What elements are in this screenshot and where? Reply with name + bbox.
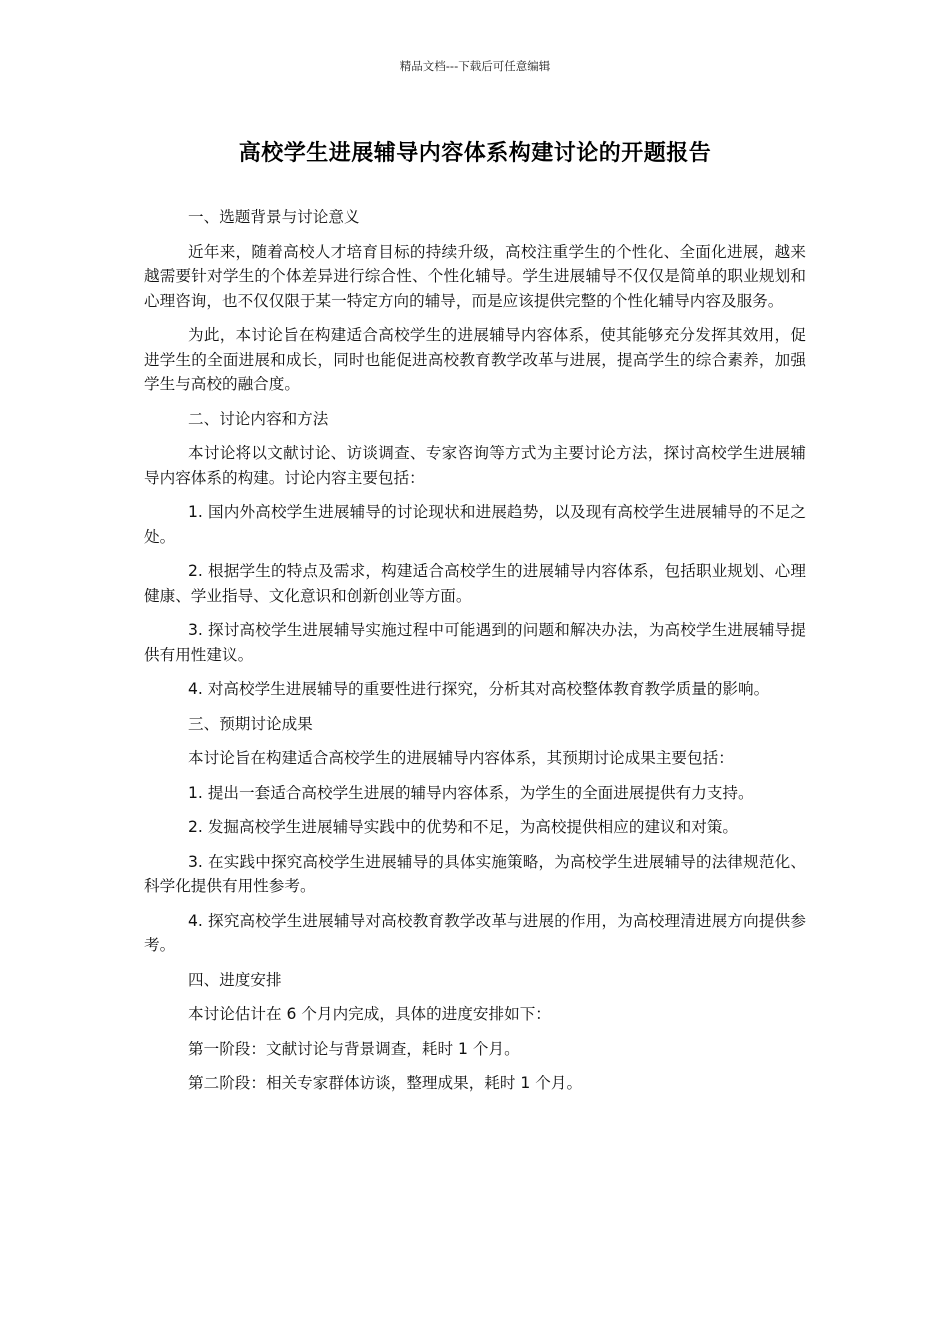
list-item: 3. 探讨高校学生进展辅导实施过程中可能遇到的问题和解决办法，为高校学生进展辅导提供有用性建议。 <box>144 621 806 664</box>
section-heading: 四、进度安排 <box>188 970 282 989</box>
paragraph: 本讨论估计在 6 个月内完成，具体的进度安排如下： <box>188 1005 551 1023</box>
paragraph: 本讨论旨在构建适合高校学生的进展辅导内容体系，其预期讨论成果主要包括： <box>188 749 734 767</box>
schedule-item: 第一阶段：文献讨论与背景调查，耗时 1 个月。 <box>188 1039 520 1058</box>
list-item: 2. 发掘高校学生进展辅导实践中的优势和不足，为高校提供相应的建议和对策。 <box>188 818 739 836</box>
paragraph: 为此，本讨论旨在构建适合高校学生的进展辅导内容体系，使其能够充分发挥其效用，促进学生的全面进展和成长，同时也能促进高校教育教学改革与进展，提高学生的综合素养，加强学生与高校的融合度。 <box>144 326 806 393</box>
paragraph: 本讨论将以文献讨论、访谈调查、专家咨询等方式为主要讨论方法，探讨高校学生进展辅导内容体系的构建。讨论内容主要包括： <box>144 444 806 487</box>
paragraph: 近年来，随着高校人才培育目标的持续升级，高校注重学生的个性化、全面化进展，越来越需要针对学生的个体差异进行综合性、个性化辅导。学生进展辅导不仅仅是简单的职业规划和心理咨询，也不仅仅限于某一特定方向的辅导，而是应该提供完整的个性化辅导内容及服务。 <box>144 242 806 310</box>
section-heading: 二、讨论内容和方法 <box>188 409 329 428</box>
list-item: 2. 根据学生的特点及需求，构建适合高校学生的进展辅导内容体系，包括职业规划、心理健康、学业指导、文化意识和创新创业等方面。 <box>144 562 806 605</box>
list-item: 1. 国内外高校学生进展辅导的讨论现状和进展趋势，以及现有高校学生进展辅导的不足之处。 <box>144 503 806 546</box>
list-item: 4. 探究高校学生进展辅导对高校教育教学改革与进展的作用，为高校理清进展方向提供参考。 <box>144 911 806 954</box>
list-item: 1. 提出一套适合高校学生进展的辅导内容体系，为学生的全面进展提供有力支持。 <box>188 783 754 802</box>
document-title: 高校学生进展辅导内容体系构建讨论的开题报告 <box>238 141 712 166</box>
schedule-item: 第二阶段：相关专家群体访谈，整理成果，耗时 1 个月。 <box>188 1074 583 1092</box>
list-item: 3. 在实践中探究高校学生进展辅导的具体实施策略，为高校学生进展辅导的法律规范化、科学化提供有用性参考。 <box>144 852 806 895</box>
document-body <box>144 205 806 1106</box>
header-note: 精品文档---下载后可任意编辑 <box>399 59 551 73</box>
section-heading: 一、选题背景与讨论意义 <box>188 208 360 226</box>
list-item: 4. 对高校学生进展辅导的重要性进行探究，分析其对高校整体教育教学质量的影响。 <box>188 680 770 698</box>
section-heading: 三、预期讨论成果 <box>188 714 313 733</box>
